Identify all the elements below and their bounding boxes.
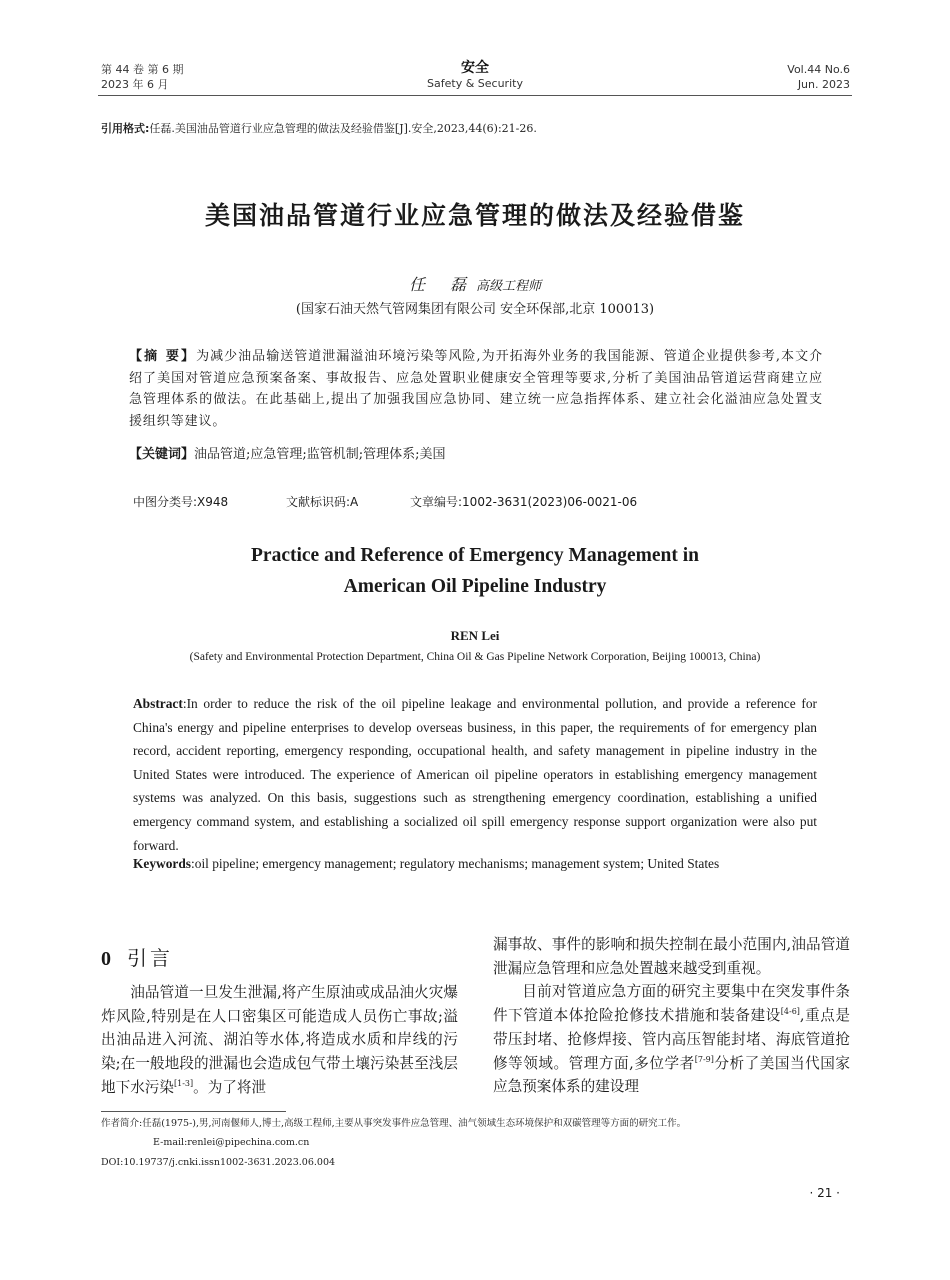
- page-number: · 21 ·: [809, 1186, 840, 1200]
- abstract-en-text: :In order to reduce the risk of the oil pipeline leakage and environmental pollution, and provide a reference for China's energy and pipeline enterprises to develop overseas business, in this paper, the requirements of for emergency plan record, accident reporting, emergency responding, occupational health, and safety management in pipeline industry in the United States were introduced. The experience of American oil pipeline operators in establishing emergency management systems was analyzed. On this basis, suggestions such as strengthening emergency coordination, establishing a unified emergency command system, and establishing a socialized oil spill emergency response support organization were also put forward.: [133, 696, 817, 853]
- affiliation-en: (Safety and Environmental Protection Department, China Oil & Gas Pipeline Network Corporation, Beijing 100013, China): [189, 651, 761, 663]
- issue-date-label: 2023 年 6 月: [101, 78, 169, 91]
- citation-label: 引用格式:: [101, 122, 150, 135]
- journal-volume-issue: [101, 62, 183, 92]
- body-column-left: [101, 981, 458, 1100]
- journal-title-cn: 安全: [461, 60, 489, 76]
- paragraph-text: ,重点是带压封堵、抢修焊接、管内高压智能封堵、海底管道抢修等领域。管理方面,多位学者: [493, 1007, 851, 1072]
- citation: [101, 120, 861, 136]
- volume-issue-label: 第 44 卷 第 6 期: [101, 63, 184, 76]
- keywords-cn: [129, 443, 823, 462]
- paragraph-text: 油品管道一旦发生泄漏,将产生原油或成品油火灾爆炸风险,特别是在人口密集区可能造成人员伤亡事故;溢出油品进入河流、湖泊等水体,将造成水质和岸线的污染;在一般地段的泄漏也会造成包气带土壤污染甚至浅层地下水污染: [101, 984, 458, 1096]
- title-en-line1: Practice and Reference of Emergency Management in: [251, 545, 699, 566]
- paragraph-text: 目前对管道应急方面的研究主要集中在突发事件条件下管道本体抢险抢修技术措施和装备建设: [493, 983, 850, 1025]
- clc-number: 中图分类号:X948: [133, 495, 229, 509]
- author-bio: 作者简介:任磊(1975-),男,河南偃师人,博士,高级工程师,主要从事突发事件应急管理、油气领域生态环境保护和双碳管理等方面的研究工作。: [101, 1118, 687, 1129]
- article-title-en: [0, 540, 950, 602]
- author-name-cn: 任 磊: [408, 275, 477, 294]
- paragraph: 漏事故、事件的影响和损失控制在最小范围内,油品管道泄漏应急管理和应急处置越来越受到重视。: [493, 936, 850, 977]
- abstract-cn: [129, 346, 823, 432]
- reference-mark[interactable]: [7-9]: [694, 1054, 714, 1064]
- section-number: 0: [101, 948, 111, 970]
- body-column-right: [493, 933, 850, 1099]
- abstract-en: [133, 692, 817, 857]
- paragraph: [101, 981, 458, 1100]
- header-divider: [98, 95, 852, 96]
- journal-title-en: Safety & Security: [427, 77, 523, 90]
- author-email[interactable]: E-mail:renlei@pipechina.com.cn: [153, 1137, 310, 1148]
- footnote-divider: [101, 1111, 286, 1112]
- abstract-cn-label: 【摘 要】: [129, 349, 197, 364]
- section-title: 引言: [127, 946, 173, 970]
- article-title-cn: 美国油品管道行业应急管理的做法及经验借鉴: [204, 201, 745, 230]
- paragraph: [493, 980, 850, 1099]
- reference-mark[interactable]: [4-6]: [780, 1007, 800, 1017]
- abstract-cn-text: 为减少油品输送管道泄漏溢油环境污染等风险,为开拓海外业务的我国能源、管道企业提供参考,本文介绍了美国对管道应急预案备案、事故报告、应急处置职业健康安全管理等要求,分析了美国油品管道运营商建立应急管理体系的做法。在此基础上,提出了加强我国应急协同、建立统一应急指挥体系、建立社会化溢油应急处置支援组织等建议。: [129, 349, 823, 429]
- volume-en-label: Vol.44 No.6: [787, 63, 850, 76]
- document-code: 文献标识码:A: [286, 495, 359, 509]
- paragraph-text: 分析了美国当代国家应急预案体系的建设理: [493, 1054, 850, 1096]
- reference-mark[interactable]: [1-3]: [173, 1078, 194, 1088]
- doi[interactable]: DOI:10.19737/j.cnki.issn1002-3631.2023.06.004: [101, 1157, 336, 1168]
- keywords-cn-label: 【关键词】: [129, 447, 195, 462]
- citation-text: 任磊.美国油品管道行业应急管理的做法及经验借鉴[J].安全,2023,44(6):21-26.: [149, 122, 537, 135]
- journal-volume-en: [787, 62, 850, 92]
- affiliation-cn: (国家石油天然气管网集团有限公司 安全环保部,北京 100013): [295, 302, 655, 317]
- keywords-en: [133, 856, 823, 872]
- article-number: 文章编号:1002-3631(2023)06-0021-06: [410, 495, 638, 509]
- title-en-line2: American Oil Pipeline Industry: [343, 576, 607, 597]
- author-cn: [0, 272, 950, 295]
- keywords-en-text: :oil pipeline; emergency management; regulatory mechanisms; management system; United States: [191, 856, 720, 871]
- author-title-cn: 高级工程师: [476, 279, 542, 294]
- date-en-label: Jun. 2023: [797, 78, 850, 91]
- author-name-en: REN Lei: [450, 628, 500, 643]
- abstract-en-label: Abstract: [133, 696, 183, 711]
- paragraph-text: 。为了将泄: [193, 1078, 267, 1096]
- keywords-cn-text: 油品管道;应急管理;监管机制;管理体系;美国: [194, 447, 446, 462]
- journal-name: [375, 61, 575, 91]
- section-heading: [101, 942, 173, 971]
- keywords-en-label: Keywords: [133, 856, 192, 871]
